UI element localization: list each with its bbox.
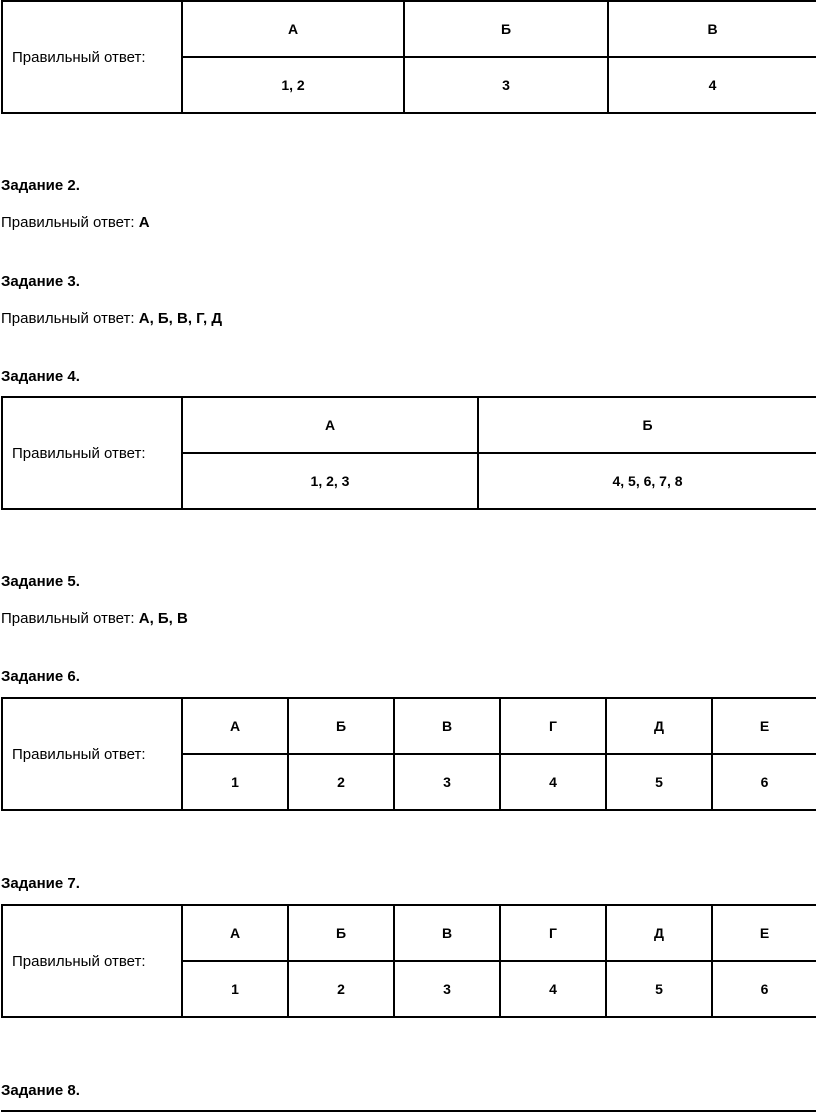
answer-line-task5 bbox=[1, 610, 188, 627]
answer-label: Правильный ответ: bbox=[2, 905, 182, 1017]
column-header: В bbox=[608, 1, 816, 57]
column-header: Б bbox=[288, 905, 394, 961]
column-header: Б bbox=[404, 1, 608, 57]
column-header: Б bbox=[478, 397, 816, 453]
task-heading-2: Задание 2. bbox=[1, 177, 80, 194]
table-top-border bbox=[1, 1110, 816, 1112]
task-heading-5: Задание 5. bbox=[1, 573, 80, 590]
answer-cell: 3 bbox=[404, 57, 608, 113]
answer-cell: 5 bbox=[606, 961, 712, 1017]
answer-cell: 2 bbox=[288, 961, 394, 1017]
answer-line-task2 bbox=[1, 214, 150, 231]
column-header: Д bbox=[606, 698, 712, 754]
column-header: В bbox=[394, 905, 500, 961]
answer-value: А bbox=[138, 214, 150, 231]
task-heading-4: Задание 4. bbox=[1, 368, 80, 385]
answer-value: А, Б, В, Г, Д bbox=[138, 310, 223, 327]
column-header: А bbox=[182, 698, 288, 754]
task-heading-6: Задание 6. bbox=[1, 668, 80, 685]
answer-table-task1 bbox=[1, 0, 816, 114]
answer-prefix: Правильный ответ: bbox=[1, 610, 139, 627]
answer-cell: 4, 5, 6, 7, 8 bbox=[478, 453, 816, 509]
answer-cell: 1, 2 bbox=[182, 57, 404, 113]
column-header: В bbox=[394, 698, 500, 754]
answer-cell: 6 bbox=[712, 754, 816, 810]
answer-cell: 2 bbox=[288, 754, 394, 810]
answer-cell: 5 bbox=[606, 754, 712, 810]
answer-cell: 4 bbox=[608, 57, 816, 113]
answer-cell: 4 bbox=[500, 754, 606, 810]
answer-prefix: Правильный ответ: bbox=[1, 214, 139, 231]
answer-label: Правильный ответ: bbox=[2, 397, 182, 509]
answer-cell: 6 bbox=[712, 961, 816, 1017]
answer-table-task6 bbox=[1, 697, 816, 811]
column-header: Е bbox=[712, 698, 816, 754]
task-heading-7: Задание 7. bbox=[1, 875, 80, 892]
column-header: Е bbox=[712, 905, 816, 961]
column-header: Б bbox=[288, 698, 394, 754]
answer-line-task3 bbox=[1, 310, 222, 327]
answer-table-task4 bbox=[1, 396, 816, 510]
column-header: Д bbox=[606, 905, 712, 961]
answer-cell: 3 bbox=[394, 961, 500, 1017]
answer-cell: 1 bbox=[182, 754, 288, 810]
column-header: Г bbox=[500, 698, 606, 754]
answer-label: Правильный ответ: bbox=[2, 1, 182, 113]
answer-value: А, Б, В bbox=[138, 610, 188, 627]
answer-table-task7 bbox=[1, 904, 816, 1018]
answer-prefix: Правильный ответ: bbox=[1, 310, 139, 327]
answer-cell: 1, 2, 3 bbox=[182, 453, 478, 509]
answer-cell: 3 bbox=[394, 754, 500, 810]
column-header: А bbox=[182, 397, 478, 453]
answer-cell: 4 bbox=[500, 961, 606, 1017]
column-header: А bbox=[182, 1, 404, 57]
answer-label: Правильный ответ: bbox=[2, 698, 182, 810]
task-heading-8: Задание 8. bbox=[1, 1082, 80, 1099]
column-header: Г bbox=[500, 905, 606, 961]
task-heading-3: Задание 3. bbox=[1, 273, 80, 290]
answer-cell: 1 bbox=[182, 961, 288, 1017]
column-header: А bbox=[182, 905, 288, 961]
